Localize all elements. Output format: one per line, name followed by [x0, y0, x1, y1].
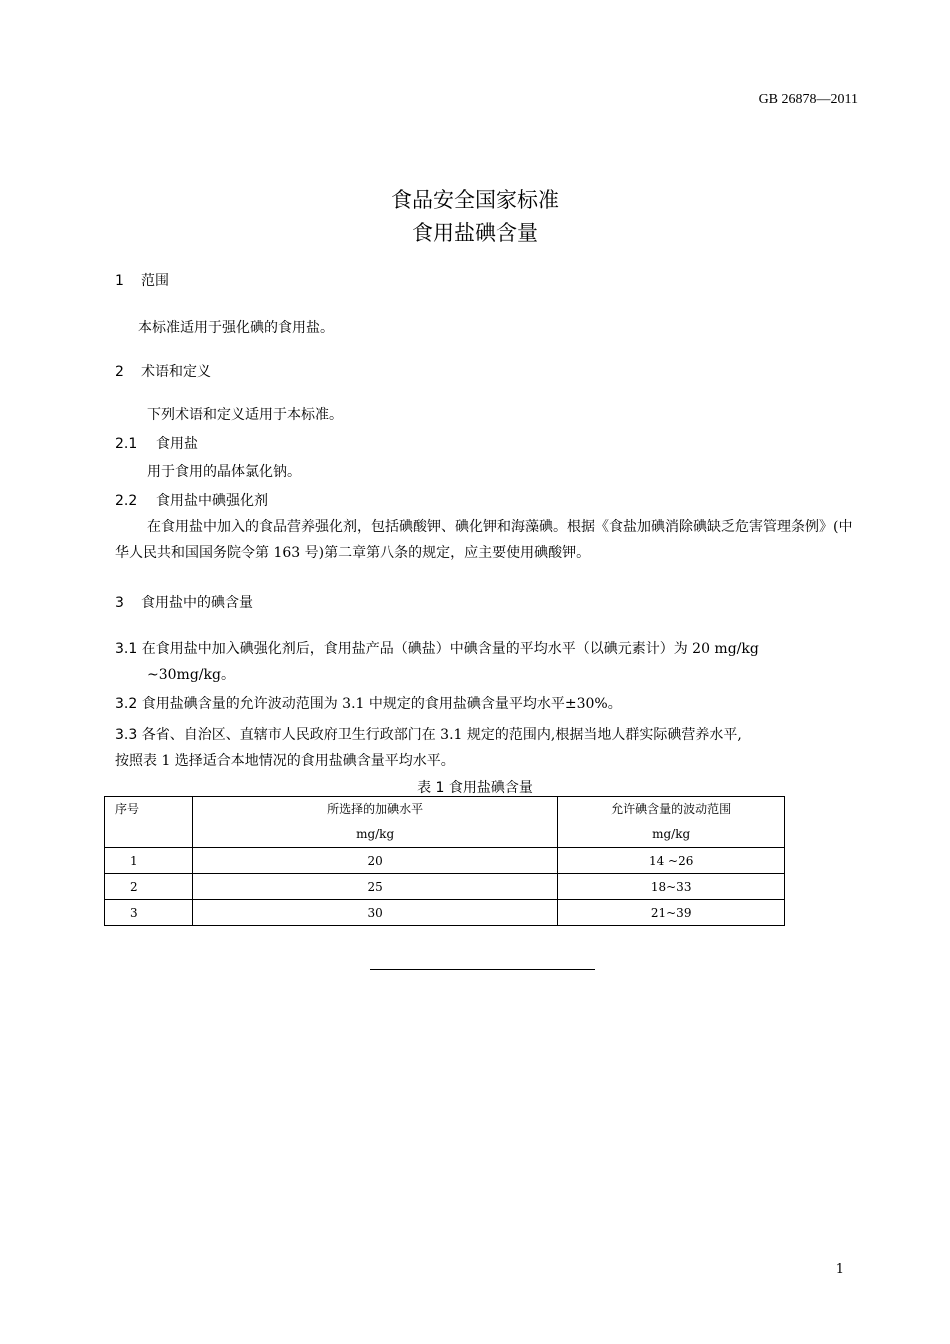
- section-number: 2.1: [115, 436, 138, 452]
- page-subtitle: 食用盐碘含量: [412, 221, 538, 245]
- subsection-2-1-text: 用于食用的晶体氯化钠。: [147, 464, 301, 480]
- column-header: [105, 797, 193, 848]
- section-title: 食用盐中的碘含量: [141, 595, 253, 611]
- clause-3-3: [115, 722, 855, 774]
- table-cell: 18~33: [558, 874, 785, 900]
- table-row: [105, 848, 785, 874]
- table-cell: 14 ~26: [558, 848, 785, 874]
- table-cell: 3: [105, 900, 193, 926]
- section-1-heading: [115, 270, 169, 290]
- clause-continuation: ~30mg/kg。: [147, 667, 235, 683]
- section-title: 食用盐: [156, 436, 198, 452]
- clause-number: 3.1: [115, 641, 138, 657]
- table-cell: 20: [192, 848, 557, 874]
- table-cell: 25: [192, 874, 557, 900]
- table-row: [105, 900, 785, 926]
- subsection-2-1-heading: [115, 433, 198, 453]
- section-number: 3: [115, 595, 124, 611]
- clause-number: 3.2: [115, 696, 138, 712]
- clause-3-1: [115, 636, 855, 688]
- subsection-2-2-text: 在食用盐中加入的食品营养强化剂，包括碘酸钾、碘化钾和海藻碘。根据《食盐加碘消除碘缺乏危害管理条例》(中华人民共和国国务院令第 163 号)第二章第八条的规定，应主要使用碘酸钾。: [115, 519, 853, 561]
- header-unit: mg/kg: [356, 827, 395, 841]
- table-cell: 1: [105, 848, 193, 874]
- table-cell: 2: [105, 874, 193, 900]
- section-2-text: 下列术语和定义适用于本标准。: [147, 407, 343, 423]
- standard-code: GB 26878—2011: [758, 92, 858, 107]
- section-title: 术语和定义: [141, 364, 211, 380]
- table-header-row: [105, 797, 785, 848]
- end-divider: [370, 969, 595, 970]
- clause-text: 各省、自治区、直辖市人民政府卫生行政部门在 3.1 规定的范围内,根据当地人群实际碘营养水平,: [141, 727, 742, 743]
- header-line: 所选择的加碘水平: [327, 802, 424, 816]
- table-caption: 表 1 食用盐碘含量: [417, 780, 533, 796]
- header-line: 序号: [115, 802, 140, 816]
- page-number: 1: [835, 1262, 844, 1277]
- subsection-2-2-heading: [115, 490, 268, 510]
- section-2-heading: [115, 361, 211, 381]
- clause-3-2: [115, 691, 855, 717]
- table-row: [105, 874, 785, 900]
- subsection-2-2-text-wrap: [115, 514, 855, 566]
- column-header: [558, 797, 785, 848]
- table-cell: 21~39: [558, 900, 785, 926]
- section-title: 食用盐中碘强化剂: [156, 493, 268, 509]
- section-number: 1: [115, 273, 124, 289]
- table-cell: 30: [192, 900, 557, 926]
- clause-text: 在食用盐中加入碘强化剂后，食用盐产品（碘盐）中碘含量的平均水平（以碘元素计）为 20 mg/kg: [141, 641, 759, 657]
- header-unit: mg/kg: [652, 827, 691, 841]
- section-title: 范围: [141, 273, 169, 289]
- clause-text: 食用盐碘含量的允许波动范围为 3.1 中规定的食用盐碘含量平均水平±30%。: [141, 696, 622, 712]
- clause-number: 3.3: [115, 727, 138, 743]
- page-title: 食品安全国家标准: [391, 188, 559, 212]
- section-3-heading: [115, 592, 253, 612]
- section-1-text: 本标准适用于强化碘的食用盐。: [138, 320, 334, 336]
- clause-continuation: 按照表 1 选择适合本地情况的食用盐碘含量平均水平。: [115, 753, 455, 769]
- iodine-content-table: [104, 796, 785, 926]
- section-number: 2: [115, 364, 124, 380]
- header-line: 允许碘含量的波动范围: [611, 802, 732, 816]
- column-header: [192, 797, 557, 848]
- section-number: 2.2: [115, 493, 138, 509]
